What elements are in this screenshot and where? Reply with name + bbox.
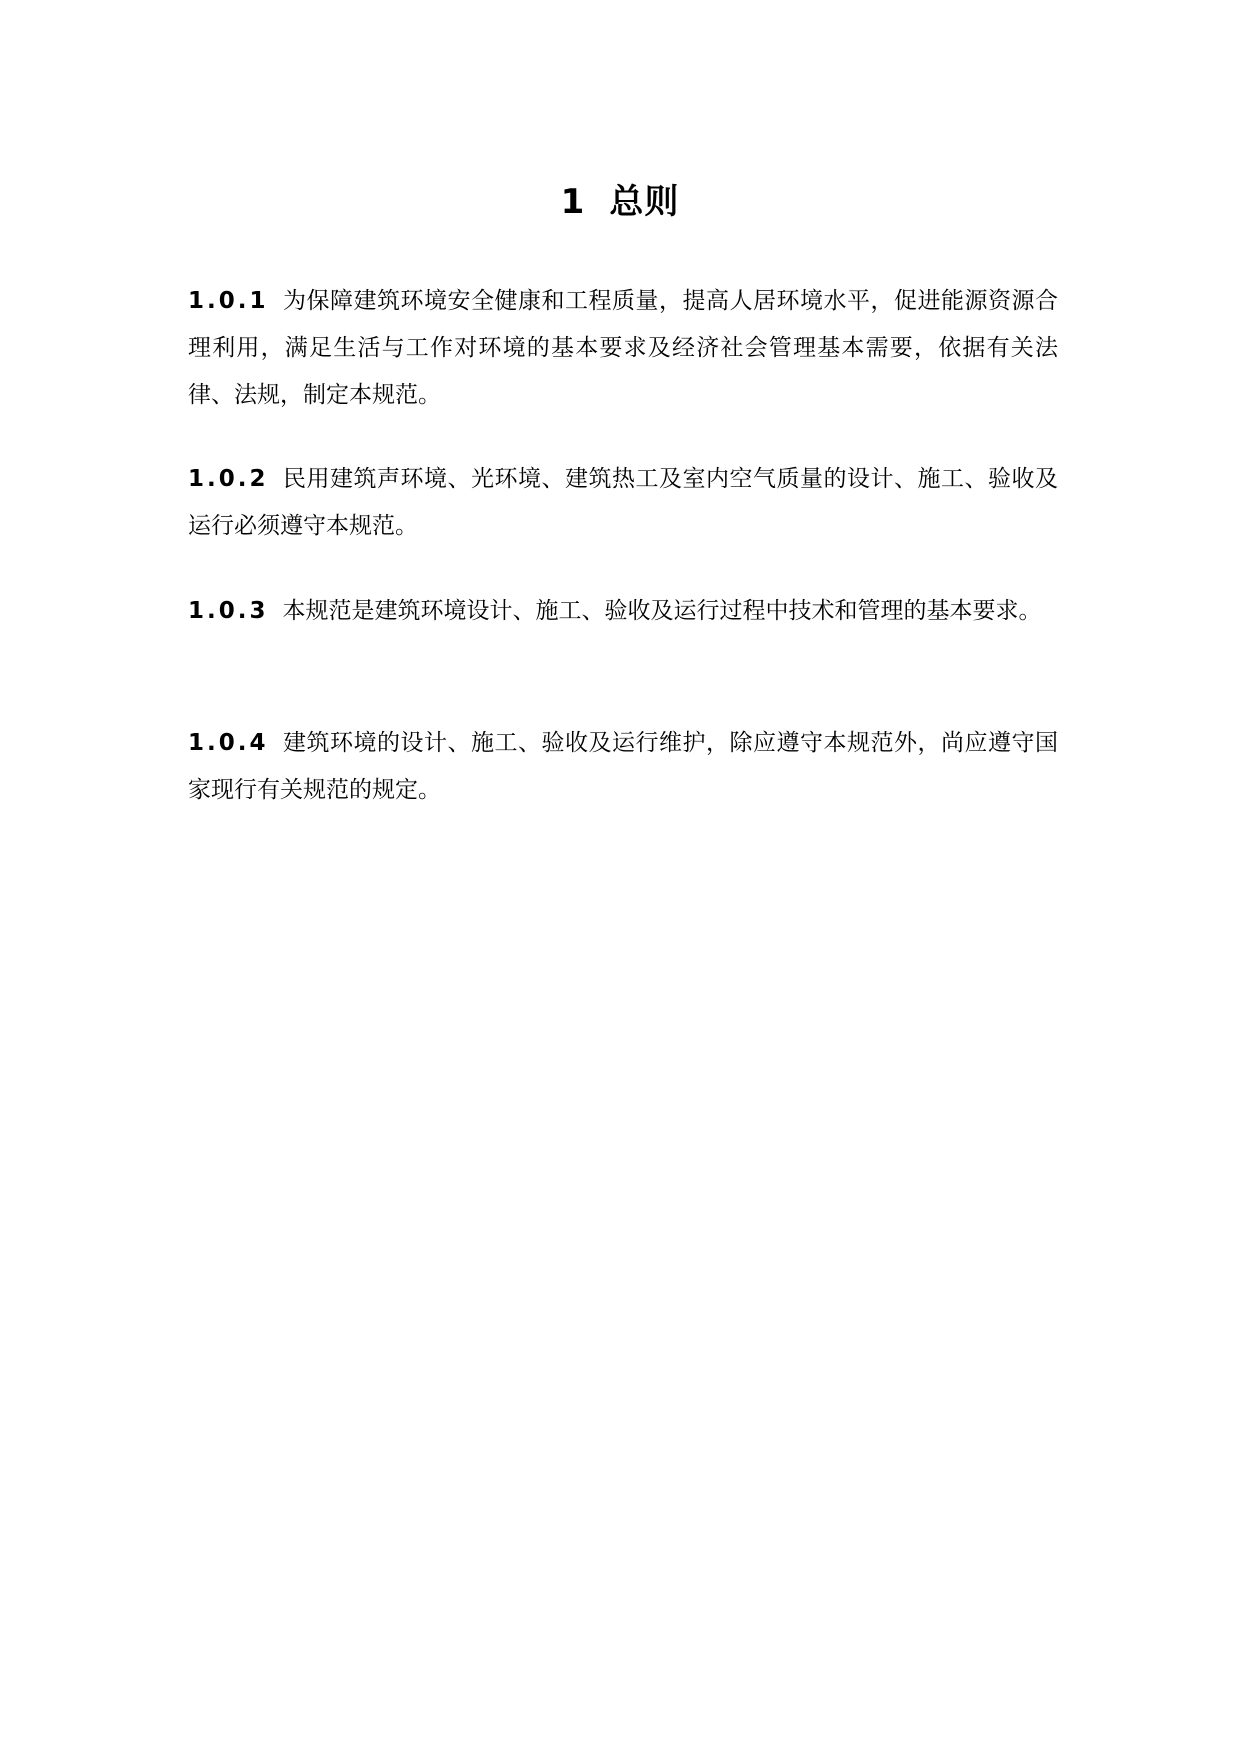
clause-number: 1.0.4	[188, 730, 269, 756]
clause-number: 1.0.2	[188, 466, 269, 492]
chapter-title: 总则	[609, 182, 680, 222]
clause-text: 民用建筑声环境、光环境、建筑热工及室内空气质量的设计、施工、验收及运行必须遵守本规范。	[188, 466, 1058, 539]
clause-1-0-1	[188, 278, 1058, 419]
clause-text: 为保障建筑环境安全健康和工程质量，提高人居环境水平，促进能源资源合理利用，满足生活与工作对环境的基本要求及经济社会管理基本需要，依据有关法律、法规，制定本规范。	[188, 288, 1058, 408]
clause-text: 本规范是建筑环境设计、施工、验收及运行过程中技术和管理的基本要求。	[282, 598, 1042, 624]
chapter-number: 1	[560, 182, 586, 222]
clause-number: 1.0.1	[188, 288, 269, 314]
clause-number: 1.0.3	[188, 598, 269, 624]
clause-1-0-3	[188, 588, 1058, 635]
clause-1-0-2	[188, 456, 1058, 550]
clause-text: 建筑环境的设计、施工、验收及运行维护，除应遵守本规范外，尚应遵守国家现行有关规范的规定。	[188, 730, 1058, 803]
page-title	[0, 178, 1240, 226]
clause-1-0-4	[188, 720, 1058, 814]
